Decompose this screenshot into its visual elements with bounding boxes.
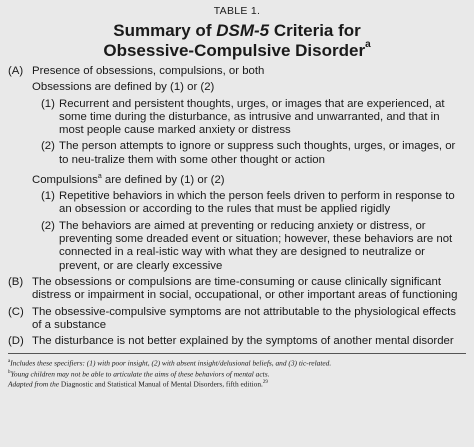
footnote-a-sup: a xyxy=(8,359,11,365)
obsession-1-label: (1) xyxy=(41,97,55,110)
footnotes xyxy=(8,357,466,388)
footnote-a-text: Includes these specifiers: (1) with poor insight, (2) with absent insight/delusional beliefs, and (3) tic-related. xyxy=(10,358,332,368)
compulsion-1-label: (1) xyxy=(41,190,55,203)
footnote-source xyxy=(8,378,466,388)
obsession-2-label: (2) xyxy=(41,140,55,153)
criterion-a-text: Presence of obsessions, compulsions, or both xyxy=(32,65,265,77)
criterion-a-label: (A) xyxy=(8,65,24,77)
criterion-c-label: (C) xyxy=(8,305,24,318)
table-title xyxy=(8,21,466,61)
obsession-item xyxy=(41,140,466,167)
compulsions-heading-sup: a xyxy=(97,173,102,181)
criterion-a xyxy=(8,65,466,78)
compulsions-heading-post: are defined by (1) or (2) xyxy=(101,173,225,186)
obsessions-heading: Obsessions are defined by (1) or (2) xyxy=(32,81,215,94)
compulsion-item xyxy=(41,190,466,217)
obsession-1-text: Recurrent and persistent thoughts, urges, or images that are experienced, at some time during the disturbance, as intrusive and unwarranted, and that in most people cause marked anxiety or distress xyxy=(59,97,445,137)
compulsions-heading xyxy=(32,170,466,187)
criterion-d-text: The disturbance is not better explained by the symptoms of another mental disorder xyxy=(32,335,454,348)
criterion-b-text: The obsessions or compulsions are time-consuming or cause clinically significant distress or impairment in social, occupational, or other important areas of functioning xyxy=(32,275,458,302)
compulsion-2-text: The behaviors are aimed at preventing or reducing anxiety or distress, or preventing some dreaded event or situation; however, these behaviors are not connected in a real-istic way with what they are designed to neutralize or prevent, or are clearly excessive xyxy=(59,219,453,272)
footnote-source-title: Diagnostic and Statistical Manual of Mental Disorders, fifth edition. xyxy=(60,379,263,389)
compulsion-1-text: Repetitive behaviors in which the person feels driven to perform in response to an obsession or according to the rules that must be applied rigidly xyxy=(59,190,455,216)
title-sup: a xyxy=(365,39,371,51)
compulsions-heading-pre: Compulsions xyxy=(32,173,98,186)
title-line1-suffix: Criteria for xyxy=(269,21,361,40)
criterion-c-text: The obsessive-compulsive symptoms are not attributable to the physiological effects of a substance xyxy=(32,305,456,331)
criterion-d xyxy=(8,335,466,348)
footnote-b xyxy=(8,368,466,378)
obsession-2-text: The person attempts to ignore or suppress such thoughts, urges, or images, or to neu-tralize them with some other thought or action xyxy=(59,140,456,166)
criterion-b-label: (B) xyxy=(8,275,24,288)
title-dsm: DSM-5 xyxy=(216,21,270,40)
footnote-b-text: Young children may not be able to articulate the aims of these behaviors of mental acts. xyxy=(10,369,270,379)
criterion-c xyxy=(8,306,466,333)
footnote-divider xyxy=(8,353,466,354)
title-line2: Obsessive-Compulsive Disorder xyxy=(103,41,366,60)
criterion-b xyxy=(8,276,466,303)
compulsion-item xyxy=(41,220,466,273)
footnote-a xyxy=(8,357,466,367)
obsession-item xyxy=(41,98,466,138)
title-prefix: Summary of xyxy=(113,21,217,40)
compulsion-2-label: (2) xyxy=(41,219,55,232)
criterion-d-label: (D) xyxy=(8,335,24,348)
footnote-source-pre: Adapted from the xyxy=(8,379,61,389)
table-label: TABLE 1. xyxy=(213,5,261,17)
footnote-source-ref: 29 xyxy=(262,380,268,386)
footnote-b-sup: b xyxy=(8,369,11,375)
criteria-list xyxy=(8,65,466,348)
